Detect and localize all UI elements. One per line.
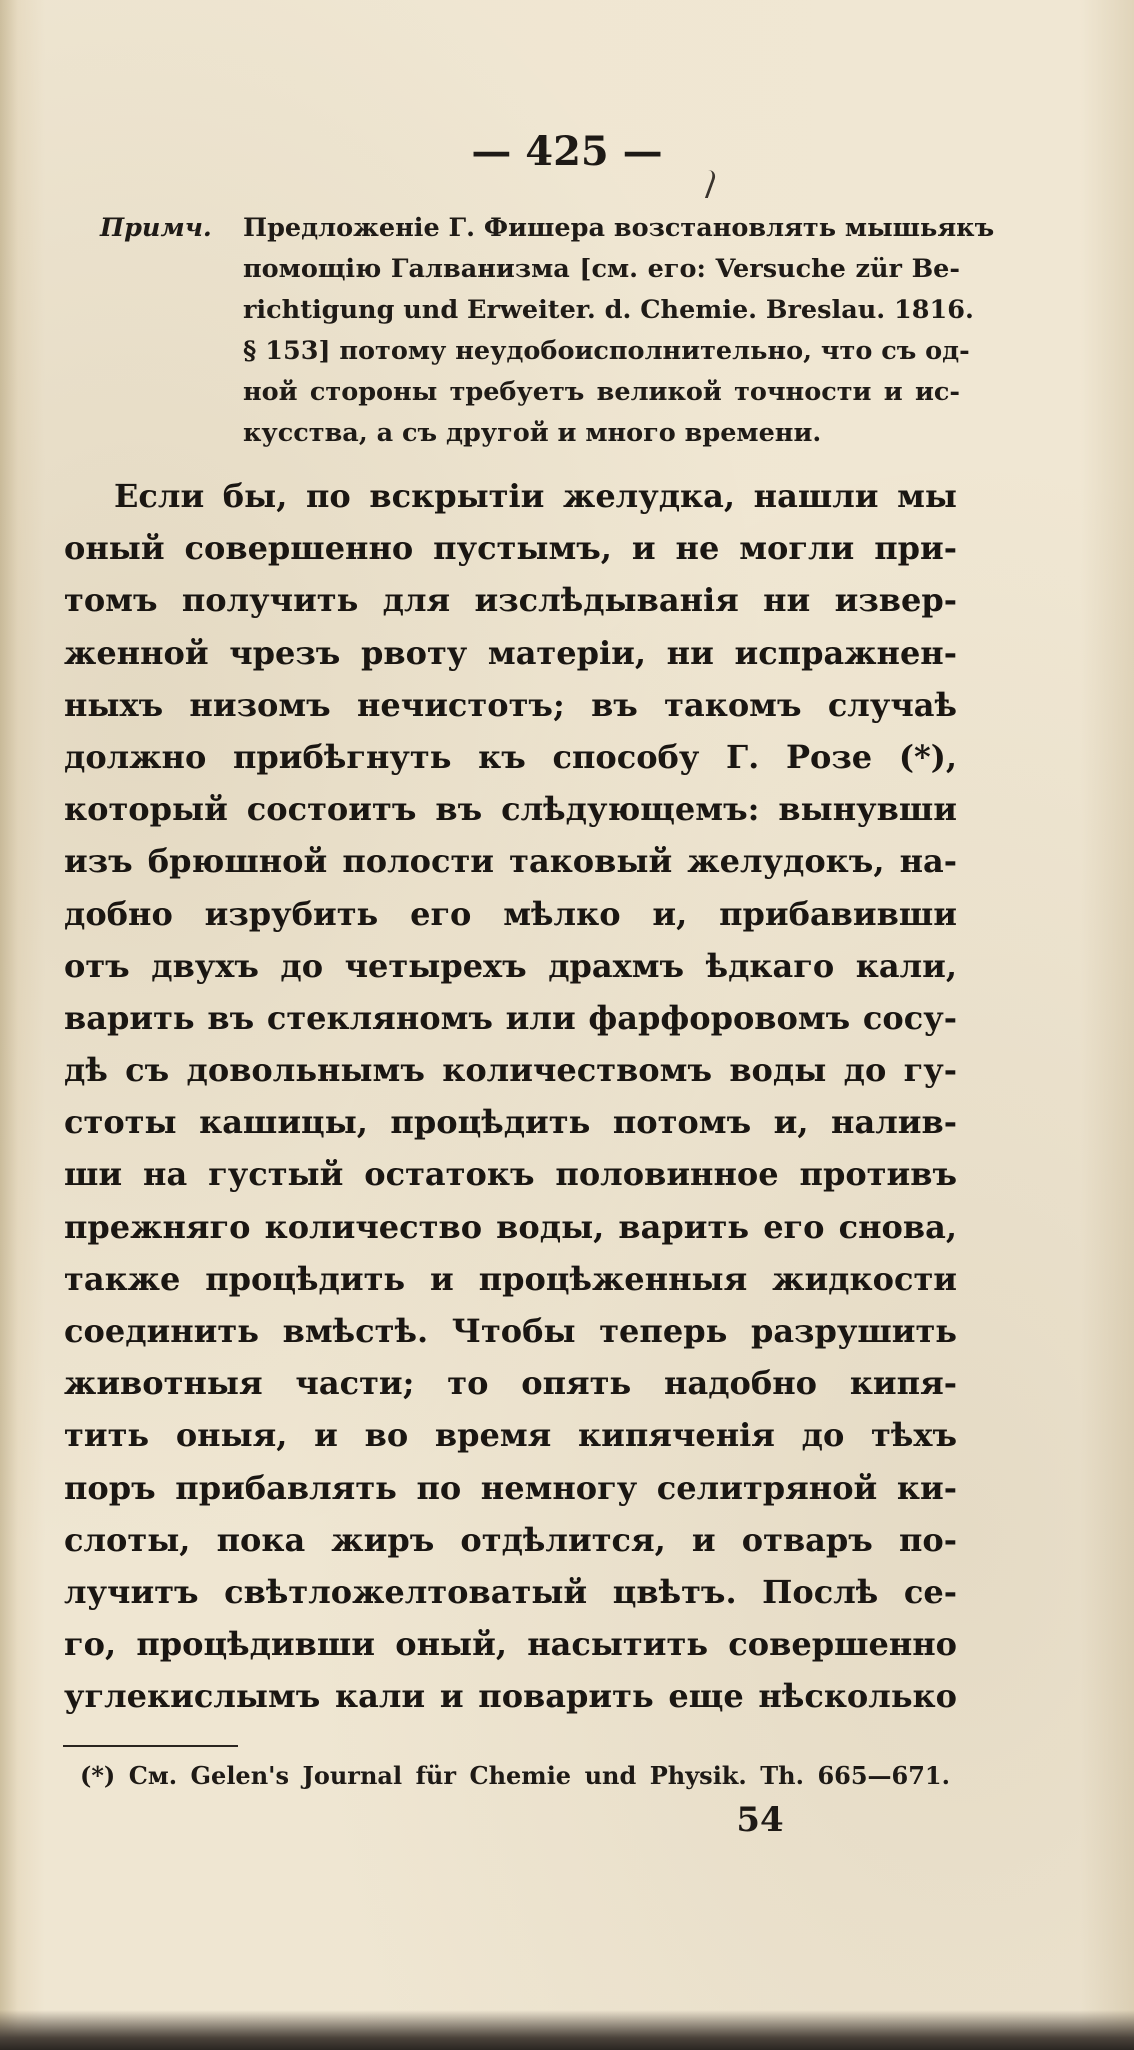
note-label: Примч. <box>100 213 212 243</box>
body-line: изъ брюшной полости таковый желудокъ, на- <box>64 842 957 881</box>
signature-mark: 54 <box>736 1800 784 1840</box>
body-line: стоты кашицы, процѣдить потомъ и, налив- <box>64 1103 957 1142</box>
body-line: углекислымъ кали и поварить еще нѣсколько <box>64 1677 957 1716</box>
body-text <box>64 470 957 1723</box>
body-line: ныхъ низомъ нечистотъ; въ такомъ случаѣ <box>64 685 957 724</box>
note-line: richtigung und Erweiter. d. Chemie. Breslau. 1816. <box>243 295 974 325</box>
body-line: тить оныя, и во время кипяченія до тѣхъ <box>64 1416 957 1455</box>
body-line: ши на густый остатокъ половинное противъ <box>64 1155 957 1194</box>
body-line: который состоитъ въ слѣдующемъ: вынувши <box>64 790 957 829</box>
body-line: животныя части; то опять надобно кипя- <box>64 1364 957 1403</box>
note-line: помощію Галванизма [см. его: Versuche zür Be- <box>243 254 960 284</box>
body-line: поръ прибавлять по немногу селитряной ки- <box>64 1468 957 1507</box>
body-line: отъ двухъ до четырехъ драхмъ ѣдкаго кали, <box>64 946 957 985</box>
page-number <box>0 128 1134 175</box>
note-line: ной стороны требуетъ великой точности и ис- <box>243 377 960 407</box>
footnote-divider <box>63 1745 238 1747</box>
note-line: Предложеніе Г. Фишера возстановлять мышьякъ <box>243 213 995 243</box>
body-line: варить въ стекляномъ или фарфоровомъ сосу- <box>64 998 957 1037</box>
body-line: дѣ съ довольнымъ количествомъ воды до гу- <box>64 1051 957 1090</box>
body-line: оный совершенно пустымъ, и не могли при- <box>64 529 957 568</box>
page-edge-shadow <box>0 2010 1134 2050</box>
body-line: лучитъ свѣтложелтоватый цвѣтъ. Послѣ се- <box>64 1572 957 1611</box>
body-line: соединить вмѣстѣ. Чтобы теперь разрушить <box>64 1312 957 1350</box>
note-line: § 153] потому неудобоисполнительно, что съ од- <box>243 336 970 366</box>
body-line: также процѣдить и процѣженныя жидкости <box>64 1259 957 1298</box>
page-number-text: — 425 — <box>471 128 663 175</box>
body-line: го, процѣдивши оный, насытить совершенно <box>64 1625 957 1664</box>
body-line: томъ получить для изслѣдыванія ни извер- <box>64 581 957 620</box>
note-line: кусства, а съ другой и много времени. <box>243 418 822 448</box>
body-line: слоты, пока жиръ отдѣлится, и отваръ по- <box>64 1520 957 1559</box>
body-line: добно изрубить его мѣлко и, прибавивши <box>64 894 957 933</box>
body-line: женной чрезъ рвоту матеріи, ни испражнен- <box>64 633 957 672</box>
body-line: прежняго количество воды, варить его снова, <box>64 1207 957 1246</box>
body-line: должно прибѣгнуть къ способу Г. Розе (*), <box>64 737 957 776</box>
note-lines <box>243 208 995 454</box>
footnote: (*) См. Gelen's Journal für Chemie und Physik. Th. 665—671. <box>80 1761 950 1790</box>
body-line: Если бы, по вскрытіи желудка, нашли мы <box>114 477 957 515</box>
